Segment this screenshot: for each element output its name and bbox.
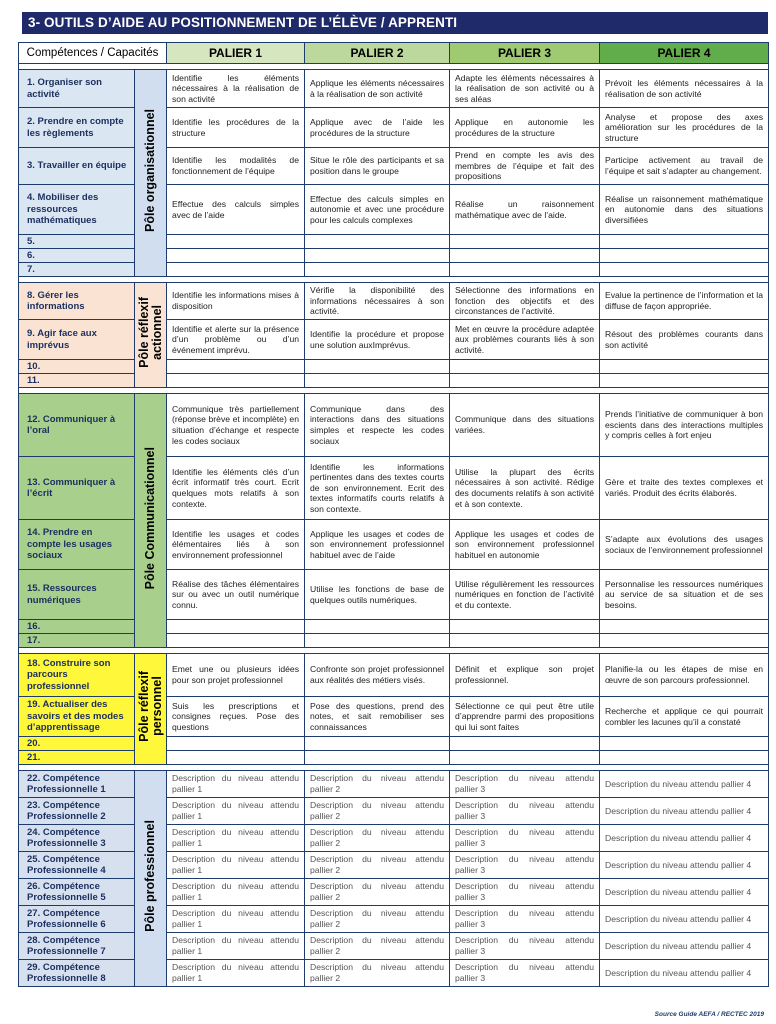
palier-4-cell: Description du niveau attendu pallier 4 [600,879,769,906]
palier-1-cell: Identifie les procédures de la structure [167,108,305,148]
competence-label: 3. Travailler en équipe [19,148,135,185]
palier-1-cell: Suis les prescriptions et consignes reçues. Pose des questions [167,697,305,737]
palier-4-cell: Recherche et applique ce qui pourrait combler les lacunes qu’il a constaté [600,697,769,737]
palier-4-cell: Prévoit les éléments nécessaires à la réalisation de son activité [600,70,769,108]
palier-1-cell: Identifie les usages et codes élémentaires liés à son environnement professionnel [167,520,305,570]
competence-label: 23. Compétence Professionnelle 2 [19,798,135,825]
palier-4-cell: Participe activement au travail de l’équipe et sait s’adapter au changement. [600,148,769,185]
palier-2-cell: Effectue des calculs simples en autonomie et avec une procédure pour les calculs complexes [305,185,450,235]
palier-4-cell: Réalise un raisonnement mathématique en autonomie dans des situations diversifiées [600,185,769,235]
competence-label: 29. Compétence Professionnelle 8 [19,960,135,987]
table-row [19,852,769,879]
palier-1-cell: Réalise des tâches élémentaires sur ou avec un outil numérique connu. [167,570,305,620]
palier-3-cell: Prend en compte les avis des membres de l’équipe et fait des propositions [450,148,600,185]
competence-label: 17. [19,634,135,648]
pole-communicationnel: Pôle Communicationnel [135,394,167,648]
table-row [19,374,769,388]
palier-3-cell: Description du niveau attendu pallier 3 [450,933,600,960]
palier-1-cell: Description du niveau attendu pallier 1 [167,771,305,798]
competence-label: 13. Communiquer à l’écrit [19,457,135,520]
palier-4-cell: Gère et traite des textes complexes et variés. Produit des écrits élaborés. [600,457,769,520]
competence-label: 26. Compétence Professionnelle 5 [19,879,135,906]
table-row [19,798,769,825]
table-row [19,394,769,457]
table-row [19,283,769,320]
table-row [19,320,769,360]
page-title: 3- OUTILS D’AIDE AU POSITIONNEMENT DE L’ÉLÈVE / APPRENTI [22,12,768,34]
pole-reflexif-personnel: Pôle réflexif personnel [135,654,167,765]
palier-4-cell: Description du niveau attendu pallier 4 [600,825,769,852]
palier-1-cell: Identifie les modalités de fonctionnement de l’équipe [167,148,305,185]
palier-3-cell: Communique dans des situations variées. [450,394,600,457]
palier-1-cell: Identifie les informations mises à disposition [167,283,305,320]
competence-label: 14. Prendre en compte les usages sociaux [19,520,135,570]
competence-label: 28. Compétence Professionnelle 7 [19,933,135,960]
pole-professionnel: Pôle professionnel [135,771,167,987]
competence-label: 9. Agir face aux imprévus [19,320,135,360]
palier-1-cell: Identifie et alerte sur la présence d’un problème ou d’un événement imprévu. [167,320,305,360]
table-row [19,654,769,697]
table-row [19,879,769,906]
competence-label: 18. Construire son parcours professionnel [19,654,135,697]
palier-4-cell: Description du niveau attendu pallier 4 [600,798,769,825]
competence-label: 6. [19,249,135,263]
table-row [19,737,769,751]
palier-3-cell: Définit et explique son projet professionnel. [450,654,600,697]
table-row [19,960,769,987]
palier-3-cell: Description du niveau attendu pallier 3 [450,771,600,798]
competence-label: 15. Ressources numériques [19,570,135,620]
palier-1-cell: Description du niveau attendu pallier 1 [167,798,305,825]
competence-label: 2. Prendre en compte les règlements [19,108,135,148]
palier-3-cell: Utilise la plupart des écrits nécessaires à son activité. Rédige des documents relatifs à son activité et à son contexte. [450,457,600,520]
competence-label: 4. Mobiliser des ressources mathématiques [19,185,135,235]
competence-label: 5. [19,235,135,249]
palier-2-cell: Identifie la procédure et propose une solution auxImprévus. [305,320,450,360]
palier-1-cell: Effectue des calculs simples avec de l’aide [167,185,305,235]
palier-4-cell: Description du niveau attendu pallier 4 [600,906,769,933]
competence-label: 25. Compétence Professionnelle 4 [19,852,135,879]
palier-2-cell: Applique les usages et codes de son environnement professionnel habituel avec de l’aide [305,520,450,570]
palier-2-cell: Description du niveau attendu pallier 2 [305,825,450,852]
header-palier-4: PALIER 4 [600,43,769,64]
palier-3-cell: Utilise régulièrement les ressources numériques en fonction de l’activité et du contexte. [450,570,600,620]
palier-1-cell: Emet une ou plusieurs idées pour son projet professionnel [167,654,305,697]
palier-1-cell: Description du niveau attendu pallier 1 [167,879,305,906]
header-competences: Compétences / Capacités [19,43,167,64]
palier-2-cell: Pose des questions, prend des notes, et sait remobiliser ses connaissances [305,697,450,737]
positioning-table [18,42,769,987]
palier-4-cell: Description du niveau attendu pallier 4 [600,771,769,798]
table-row [19,263,769,277]
palier-1-cell: Description du niveau attendu pallier 1 [167,852,305,879]
palier-2-cell: Description du niveau attendu pallier 2 [305,771,450,798]
table-row [19,70,769,108]
competence-label: 27. Compétence Professionnelle 6 [19,906,135,933]
palier-2-cell: Description du niveau attendu pallier 2 [305,933,450,960]
palier-2-cell: Applique les éléments nécessaires à la réalisation de son activité [305,70,450,108]
palier-2-cell: Applique avec de l’aide les procédures de la structure [305,108,450,148]
table-row [19,825,769,852]
palier-1-cell: Description du niveau attendu pallier 1 [167,825,305,852]
palier-4-cell: Résout des problèmes courants dans son activité [600,320,769,360]
palier-3-cell: Applique en autonomie les procédures de la structure [450,108,600,148]
table-row [19,771,769,798]
palier-2-cell: Vérifie la disponibilité des informations nécessaires à son activité. [305,283,450,320]
palier-4-cell: Personnalise les ressources numériques au service de sa situation et de ses besoins. [600,570,769,620]
header-palier-2: PALIER 2 [305,43,450,64]
table-row [19,751,769,765]
competence-label: 21. [19,751,135,765]
header-palier-3: PALIER 3 [450,43,600,64]
table-row [19,185,769,235]
palier-1-cell: Identifie les éléments nécessaires à la réalisation de son activité [167,70,305,108]
palier-2-cell: Identifie les informations pertinentes dans des textes courts de son environnement. Ecrit des textes informatifs courts relatifs à son contexte. [305,457,450,520]
palier-3-cell: Description du niveau attendu pallier 3 [450,960,600,987]
competence-label: 11. [19,374,135,388]
palier-3-cell: Adapte les éléments nécessaires à la réalisation de son activité ou à ses aléas [450,70,600,108]
competence-label: 24. Compétence Professionnelle 3 [19,825,135,852]
pole-organisationnel: Pôle organisationnel [135,70,167,277]
palier-3-cell: Description du niveau attendu pallier 3 [450,852,600,879]
palier-4-cell: Planifie-la ou les étapes de mise en œuvre de son parcours professionnel. [600,654,769,697]
palier-3-cell: Description du niveau attendu pallier 3 [450,825,600,852]
table-row [19,249,769,263]
palier-3-cell: Sélectionne ce qui peut être utile d’apprendre parmi des propositions qui lui sont faites [450,697,600,737]
table-row [19,570,769,620]
palier-2-cell: Utilise les fonctions de base de quelques outils numériques. [305,570,450,620]
palier-1-cell: Identifie les éléments clés d’un écrit informatif très court. Ecrit quelques mots relatifs à son contexte. [167,457,305,520]
palier-2-cell: Description du niveau attendu pallier 2 [305,879,450,906]
table-row [19,906,769,933]
competence-label: 8. Gérer les informations [19,283,135,320]
table-row [19,148,769,185]
table-row [19,933,769,960]
pole-reflexif-actionnel: Pôle réflexif actionnel [135,283,167,388]
source-note: Source Guide AEFA / RECTEC 2019 [654,1011,764,1018]
table-row [19,235,769,249]
table-row [19,634,769,648]
palier-1-cell: Description du niveau attendu pallier 1 [167,906,305,933]
competence-label: 19. Actualiser des savoirs et des modes d’apprentissage [19,697,135,737]
palier-3-cell: Applique les usages et codes de son environnement professionnel habituel en autonomie [450,520,600,570]
palier-4-cell: Evalue la pertinence de l’information et la diffuse de façon appropriée. [600,283,769,320]
palier-1-cell: Description du niveau attendu pallier 1 [167,933,305,960]
table-row [19,457,769,520]
table-row [19,360,769,374]
palier-3-cell: Sélectionne des informations en fonction des objectifs et des circonstances de l’activité. [450,283,600,320]
table-row [19,620,769,634]
palier-2-cell: Situe le rôle des participants et sa position dans le groupe [305,148,450,185]
table-row [19,108,769,148]
competence-label: 1. Organiser son activité [19,70,135,108]
palier-1-cell: Communique très partiellement (réponse brève et incomplète) en situation d’échange et respecte les codes sociaux [167,394,305,457]
palier-4-cell: Prends l’initiative de communiquer à bon escients dans des interactions multiples y compris celles à fort enjeu [600,394,769,457]
table-row [19,520,769,570]
competence-label: 22. Compétence Professionnelle 1 [19,771,135,798]
palier-2-cell: Communique dans des interactions dans des situations simples et respecte les codes sociaux [305,394,450,457]
palier-4-cell: Description du niveau attendu pallier 4 [600,933,769,960]
palier-2-cell: Confronte son projet professionnel aux réalités des métiers visés. [305,654,450,697]
palier-2-cell: Description du niveau attendu pallier 2 [305,852,450,879]
competence-label: 7. [19,263,135,277]
palier-3-cell: Réalise un raisonnement mathématique avec de l’aide. [450,185,600,235]
competence-label: 12. Communiquer à l’oral [19,394,135,457]
competence-label: 16. [19,620,135,634]
palier-2-cell: Description du niveau attendu pallier 2 [305,960,450,987]
header-palier-1: PALIER 1 [167,43,305,64]
palier-4-cell: S’adapte aux évolutions des usages sociaux de l’environnement professionnel [600,520,769,570]
competence-label: 10. [19,360,135,374]
palier-2-cell: Description du niveau attendu pallier 2 [305,798,450,825]
palier-2-cell: Description du niveau attendu pallier 2 [305,906,450,933]
palier-4-cell: Description du niveau attendu pallier 4 [600,960,769,987]
palier-3-cell: Description du niveau attendu pallier 3 [450,798,600,825]
palier-4-cell: Analyse et propose des axes amélioration sur les procédures de la structure [600,108,769,148]
table-row [19,697,769,737]
palier-3-cell: Description du niveau attendu pallier 3 [450,906,600,933]
competence-label: 20. [19,737,135,751]
palier-3-cell: Description du niveau attendu pallier 3 [450,879,600,906]
palier-4-cell: Description du niveau attendu pallier 4 [600,852,769,879]
palier-3-cell: Met en œuvre la procédure adaptée aux problèmes courants liés à son activité. [450,320,600,360]
palier-1-cell: Description du niveau attendu pallier 1 [167,960,305,987]
